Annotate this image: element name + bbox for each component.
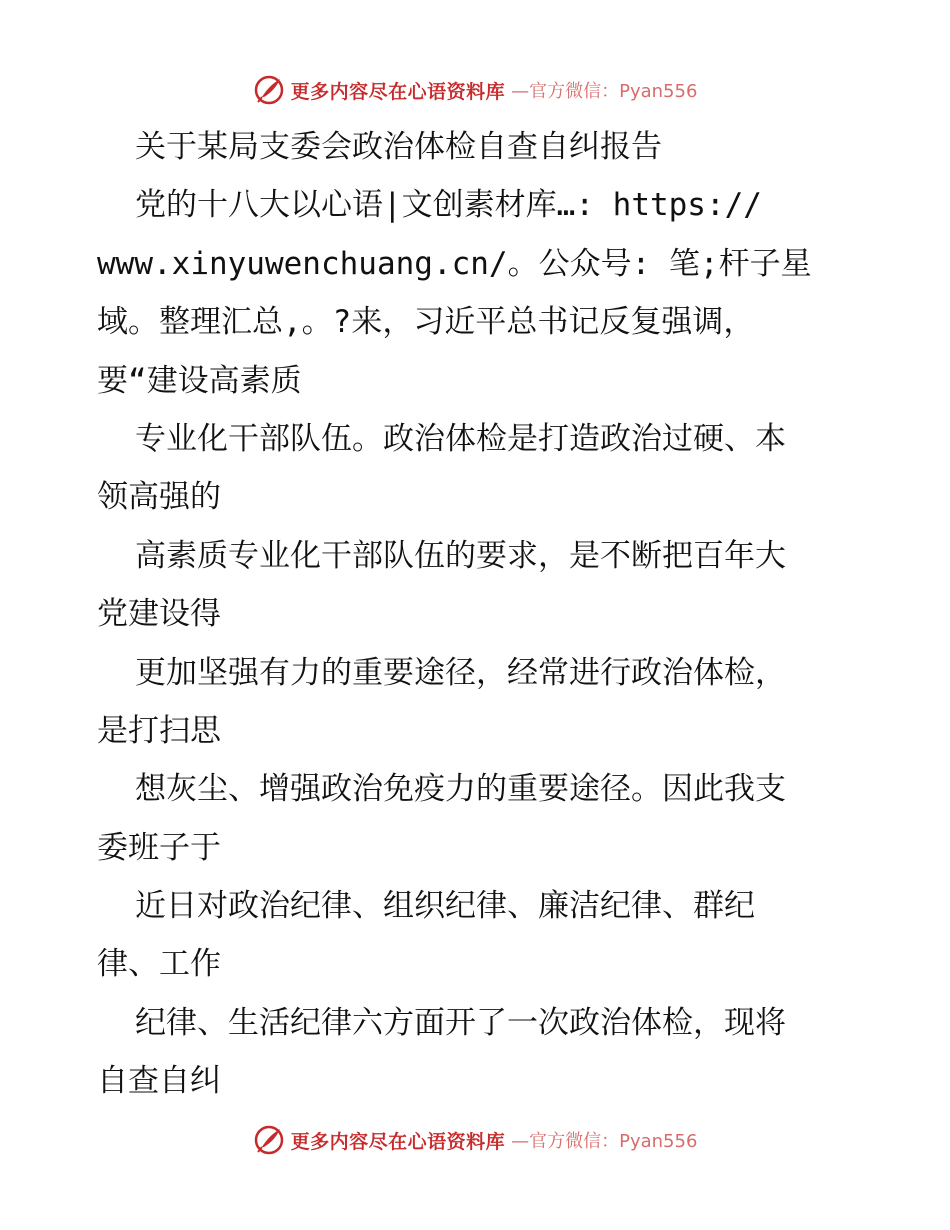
paragraph-line: 域。整理汇总,。?来，习近平总书记反复强调， [97,304,755,341]
paragraph-line: 自查自纠 [97,1063,221,1100]
paragraph-line: 党建设得 [97,596,221,633]
paragraph-line: 更加坚强有力的重要途径，经常进行政治体检， [135,654,786,691]
paragraph-line: 委班子于 [97,829,221,866]
header-banner-wechat: —官方微信：Pyan556 [511,81,698,102]
paragraph-line: 想灰尘、增强政治免疫力的重要途径。因此我支 [135,771,786,808]
footer-banner-content [253,1124,698,1156]
paragraph-line: 领高强的 [97,479,221,516]
quill-logo-icon [253,74,285,106]
paragraph-line: 律、工作 [97,946,221,983]
paragraph-line: 是打扫思 [97,712,221,749]
quill-logo-icon [253,1124,285,1156]
document-title: 关于某局支委会政治体检自查自纠报告 [135,129,662,165]
paragraph-line: www.xinyuwenchuang.cn/。公众号: 笔;杆子星 [97,245,812,282]
footer-banner-title: 更多内容尽在心语资料库 [290,1130,506,1153]
paragraph-line: 近日对政治纪律、组织纪律、廉洁纪律、群纪 [135,888,755,925]
paragraph-line: 要“建设高素质 [97,362,302,399]
document-body [97,118,857,1111]
paragraph-line: 高素质专业化干部队伍的要求，是不断把百年大 [135,537,786,574]
header-banner-title: 更多内容尽在心语资料库 [290,80,506,103]
paragraph-line: 纪律、生活纪律六方面开了一次政治体检，现将 [135,1004,786,1041]
paragraph-line: 专业化干部队伍。政治体检是打造政治过硬、本 [135,420,786,457]
paragraph-line: 党的十八大以心语|文创素材库…: https:// [135,187,762,224]
footer-banner-wechat: —官方微信：Pyan556 [511,1131,698,1152]
header-banner [0,70,950,110]
header-banner-content [253,74,698,106]
footer-banner [0,1120,950,1160]
